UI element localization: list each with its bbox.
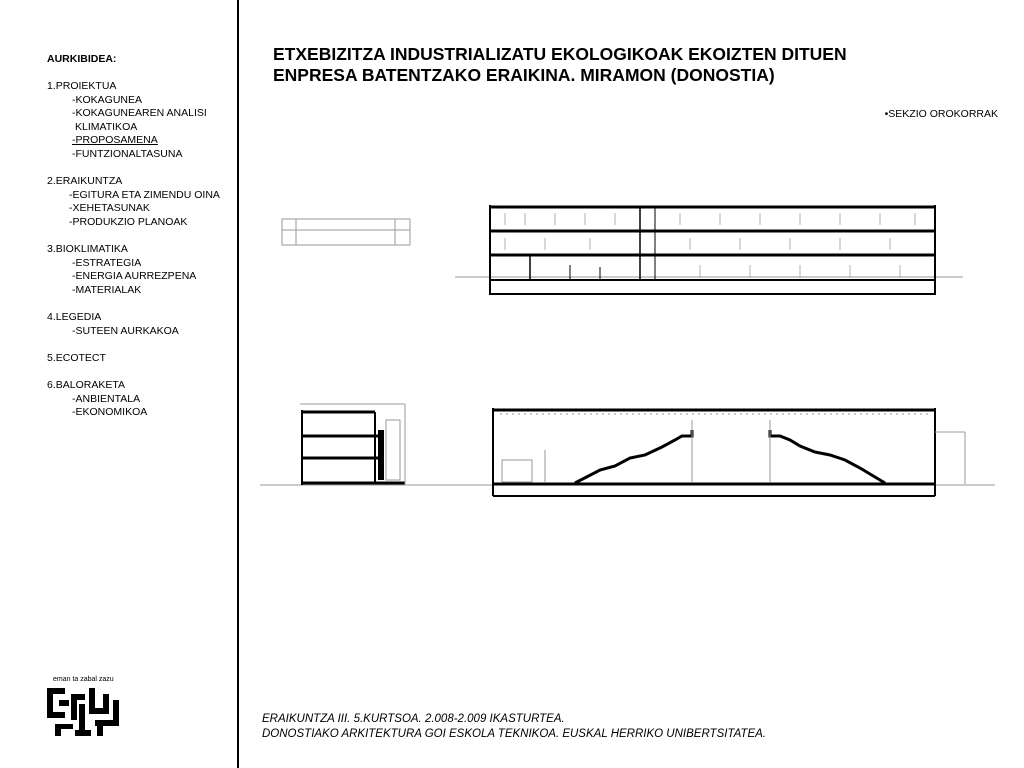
title-line-1: ETXEBIZITZA INDUSTRIALIZATU EKOLOGIKOAK EKOIZTEN DITUEN: [273, 44, 847, 64]
nav-subitem-link[interactable]: -EKONOMIKOA: [72, 406, 148, 419]
lower-transverse-section: [260, 404, 995, 485]
nav-section-link[interactable]: 1.PROIEKTUA: [47, 80, 117, 92]
title-line-2: ENPRESA BATENTZAKO ERAIKINA. MIRAMON (DONOSTIA): [273, 65, 775, 85]
nav-subitem-continuation: KLIMATIKOA: [75, 120, 138, 133]
footer-course-line: ERAIKUNTZA III. 5.KURTSOA. 2.008-2.009 IKASTURTEA.: [262, 713, 565, 725]
footer-school-line: DONOSTIAKO ARKITEKTURA GOI ESKOLA TEKNIKOA. EUSKAL HERRIKO UNIBERTSITATEA.: [262, 728, 766, 740]
nav-subitem-link[interactable]: -EGITURA ETA ZIMENDU OINA: [69, 188, 220, 201]
logo-caption: eman ta zabal zazu: [53, 676, 114, 683]
nav-section-link[interactable]: 2.ERAIKUNTZA: [47, 175, 123, 188]
nav-subitem-link[interactable]: -XEHETASUNAK: [69, 202, 150, 215]
nav-subitem-link[interactable]: -ESTRATEGIA: [72, 256, 142, 269]
nav-subitem-link[interactable]: -ANBIENTALA: [72, 392, 141, 405]
nav-subitem-link[interactable]: -PROPOSAMENA: [72, 134, 158, 147]
nav-subitem-link[interactable]: -PRODUKZIO PLANOAK: [69, 215, 188, 228]
nav-section-link[interactable]: 6.BALORAKETA: [47, 379, 126, 392]
nav-subitem-link[interactable]: -SUTEEN AURKAKOA: [72, 324, 179, 337]
nav-heading: AURKIBIDEA:: [47, 53, 117, 65]
nav-subitem-link[interactable]: -KOKAGUNEA: [72, 93, 143, 106]
nav-section-link[interactable]: 4.LEGEDIA: [47, 311, 102, 324]
nav-subitem-link[interactable]: -MATERIALAK: [72, 283, 142, 296]
lower-longitudinal-section: [493, 408, 965, 496]
nav-section-link[interactable]: 3.BIOKLIMATIKA: [47, 243, 128, 256]
footer: [262, 712, 766, 742]
nav-subitem-link[interactable]: -ENERGIA AURREZPENA: [72, 270, 197, 283]
nav-section-link[interactable]: 5.ECOTECT: [47, 351, 106, 364]
section-label: •SEKZIO OROKORRAK: [884, 108, 998, 120]
nav-subitem-link[interactable]: -FUNTZIONALTASUNA: [72, 147, 183, 160]
nav-subitem-link[interactable]: -KOKAGUNEAREN ANALISI: [72, 107, 207, 120]
upper-longitudinal-section: [455, 205, 963, 295]
small-plan-sketch: [282, 219, 410, 245]
